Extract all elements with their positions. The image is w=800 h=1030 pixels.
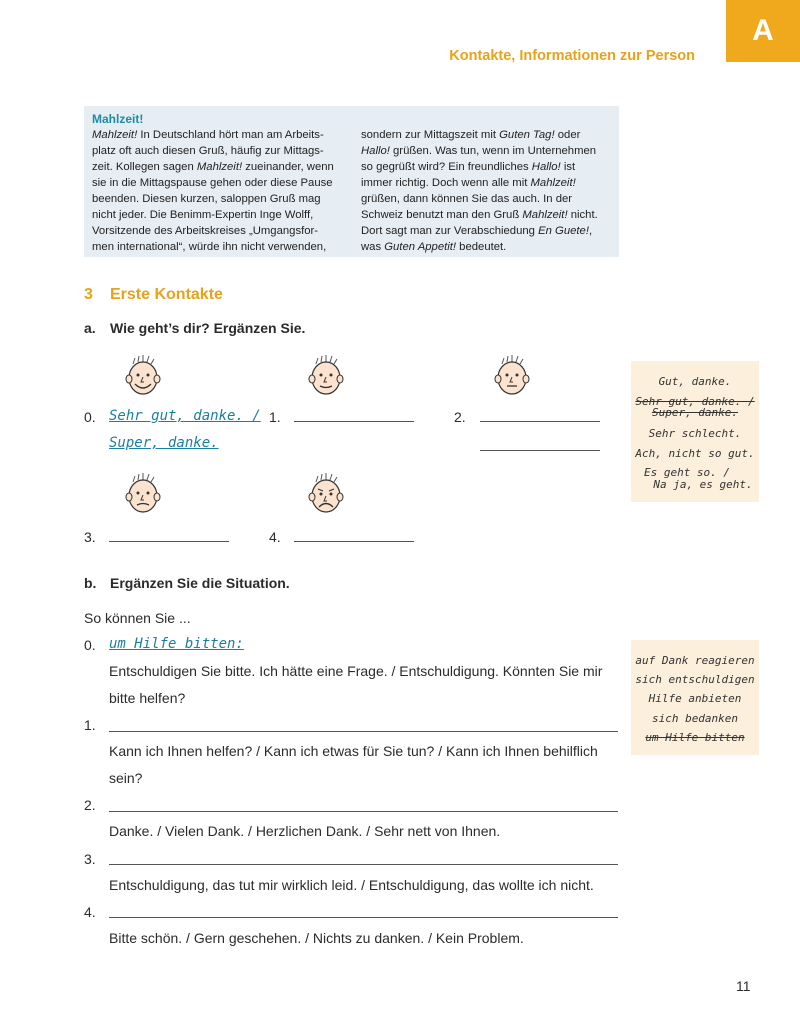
word-box-a <box>631 361 759 502</box>
word-box-item-used: Sehr gut, danke. / <box>635 395 755 408</box>
answer-number: 4. <box>269 529 281 545</box>
item-number: 2. <box>84 797 96 813</box>
unhappy-face-icon <box>121 472 165 516</box>
answer-blank[interactable] <box>480 450 600 451</box>
answer-number: 0. <box>84 409 96 425</box>
chapter-tab: A <box>726 0 800 62</box>
info-box-column-right: sondern zur Mittagszeit mit Guten Tag! oder Hallo! grüßen. Was tun, wenn im Unternehmen so gegrüßt wird? Ein freundliches Hallo! ist immer richtig. Doch wenn alle mit Mahlzeit! grüßen, dann können Sie das auch. In der Schweiz benutzt man den Gruß Mahlzeit! nicht. Dort sagt man zur Verabschiedung En Guete!, was Guten Appetit! bedeutet. <box>361 129 598 253</box>
section-number: 3 <box>84 286 93 303</box>
example-answer: Sehr gut, danke. / <box>109 408 261 424</box>
item-number: 1. <box>84 717 96 733</box>
answer-number: 1. <box>269 409 281 425</box>
answer-blank[interactable] <box>480 421 600 422</box>
answer-blank[interactable] <box>109 541 229 542</box>
answer-blank[interactable] <box>109 811 618 812</box>
answer-blank[interactable] <box>294 421 414 422</box>
example-answer: Super, danke. <box>109 435 219 451</box>
word-box-b <box>631 640 759 755</box>
word-box-item: sich bedanken <box>651 712 739 725</box>
word-box-item: Hilfe anbieten <box>648 692 742 705</box>
item-text: sein? <box>109 770 143 786</box>
answer-number: 3. <box>84 529 96 545</box>
task-a-heading <box>84 320 305 336</box>
answer-blank[interactable] <box>109 917 618 918</box>
item-number: 0. <box>84 637 96 653</box>
word-box-item: Gut, danke. <box>658 375 732 388</box>
answer-blank[interactable] <box>109 731 618 732</box>
word-box-item: Ach, nicht so gut. <box>635 447 755 460</box>
task-text: Wie geht’s dir? Ergänzen Sie. <box>110 320 306 336</box>
content-face-icon <box>304 354 348 398</box>
item-text: Danke. / Vielen Dank. / Herzlichen Dank. / Sehr nett von Ihnen. <box>109 823 501 839</box>
answer-number: 2. <box>454 409 466 425</box>
item-text: Bitte schön. / Gern geschehen. / Nichts zu danken. / Kein Problem. <box>109 930 524 946</box>
smiling-face-icon <box>121 354 165 398</box>
task-letter: a. <box>84 320 96 336</box>
word-box-item: sich entschuldigen <box>635 673 755 686</box>
sad-face-icon <box>304 472 348 516</box>
word-box-item-used: Super, danke. <box>651 406 739 419</box>
task-text: Ergänzen Sie die Situation. <box>110 575 290 591</box>
task-b-heading <box>84 575 290 591</box>
info-box-column-left: Mahlzeit! In Deutschland hört man am Arbeits- platz oft auch diesen Gruß, häufig zur Mittags- zeit. Kollegen sagen Mahlzeit! zueinander, wenn sie in die Mittagspause gehen oder diese Pause beenden. Diesen kurzen, saloppen Gruß mag nicht jeder. Die Benimm-Expertin Inge Wolff, Vorsitzende des Arbeitskreises „Umgangsfor- men international“, würde ihn nicht verwenden, <box>92 129 334 253</box>
word-box-item: Na ja, es geht. <box>653 478 753 491</box>
page-header-title: Kontakte, Informationen zur Person <box>449 48 695 64</box>
section-heading <box>84 286 223 304</box>
item-text: Entschuldigung, das tut mir wirklich leid. / Entschuldigung, das wollte ich nicht. <box>109 877 594 893</box>
word-box-item: Sehr schlecht. <box>648 427 742 440</box>
info-box <box>84 106 619 257</box>
answer-blank[interactable] <box>294 541 414 542</box>
info-box-title: Mahlzeit! <box>92 112 144 126</box>
answer-blank[interactable] <box>109 864 618 865</box>
item-text: Entschuldigen Sie bitte. Ich hätte eine Frage. / Entschuldigung. Könnten Sie mir <box>109 663 603 679</box>
word-box-item: Es geht so. / <box>643 466 731 479</box>
section-title: Erste Kontakte <box>110 286 223 303</box>
item-text: Kann ich Ihnen helfen? / Kann ich etwas für Sie tun? / Kann ich Ihnen behilflich <box>109 743 598 759</box>
page-number: 11 <box>736 978 751 994</box>
task-letter: b. <box>84 575 97 591</box>
neutral-face-icon <box>490 354 534 398</box>
word-box-item-used: um Hilfe bitten <box>645 731 745 744</box>
task-b-intro: So können Sie ... <box>84 610 191 626</box>
item-number: 4. <box>84 904 96 920</box>
item-number: 3. <box>84 851 96 867</box>
word-box-item: auf Dank reagieren <box>635 654 755 667</box>
example-answer: um Hilfe bitten: <box>109 636 244 652</box>
item-text: bitte helfen? <box>109 690 186 706</box>
